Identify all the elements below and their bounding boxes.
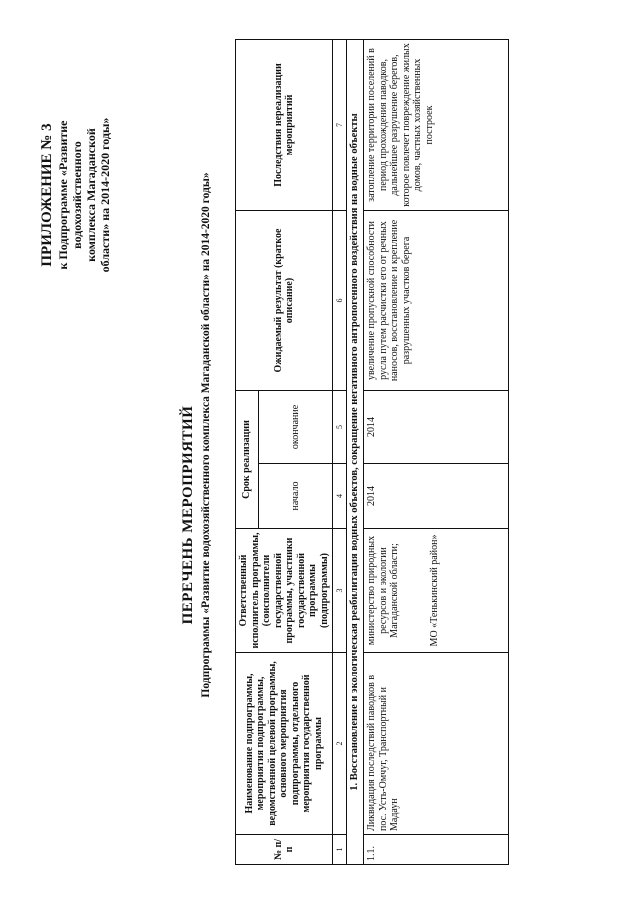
row-start: 2014 — [364, 464, 509, 529]
row-name: Ликвидация последствий паводков в пос. Усть-Омчуг, Транспортный и Мадаун — [364, 653, 509, 835]
column-number: 1 — [333, 835, 347, 865]
row-responsible-ministry: министерство природных ресурсов и экологии Магаданской области; — [366, 535, 400, 646]
table-row — [364, 40, 509, 865]
column-number: 3 — [333, 529, 347, 653]
row-responsible-municipality: МО «Тенькинский район» — [428, 534, 440, 647]
row-responsible — [364, 529, 509, 653]
column-number-row — [333, 40, 347, 865]
appendix-line-4: области» на 2014-2020 годы» — [98, 117, 112, 273]
page-title: ПЕРЕЧЕНЬ МЕРОПРИЯТИЙ — [180, 405, 196, 625]
header-responsible: Ответственный исполнитель программы, (соисполнители государственной программы, участники государственной программы (подпрограммы) — [236, 529, 333, 653]
measures-table — [235, 39, 509, 865]
appendix-line-2: водохозяйственного — [70, 141, 84, 249]
appendix-line-1: к Подпрограмме «Развитие — [56, 120, 70, 270]
header-row — [236, 40, 259, 865]
row-consequences: затопление территории поселений в период прохождения паводков, дальнейшее разрушение берегов, которое повлечет повреждение жилых домов, частных хозяйственных построек — [364, 40, 509, 211]
column-number: 4 — [333, 464, 347, 529]
header-name: Наименование подпрограммы, мероприятия подпрограммы, ведомственной целевой программы, основного мероприятия подпрограммы, отдельного мероприятия государственной программы — [236, 653, 333, 835]
section-row — [347, 40, 364, 865]
column-number: 5 — [333, 391, 347, 464]
column-number: 7 — [333, 40, 347, 211]
row-num: 1.1. — [364, 835, 509, 865]
row-end: 2014 — [364, 391, 509, 464]
header-num: № п/п — [236, 835, 333, 865]
appendix-block — [38, 80, 112, 310]
row-result: увеличение пропускной способности русла путем расчистки его от речных наносов, восстановление и крепление разрушенных участков берега — [364, 211, 509, 391]
section-title: 1. Восстановление и экологическая реабилитация водных объектов, сокращение негативного антропогенного воздействия на водные объекты — [347, 40, 364, 865]
appendix-number: ПРИЛОЖЕНИЕ № 3 — [39, 123, 55, 267]
header-term-group: Срок реализации — [236, 391, 259, 529]
header-result: Ожидаемый результат (краткое описание) — [236, 211, 333, 391]
header-end: окончание — [259, 391, 333, 464]
column-number: 2 — [333, 653, 347, 835]
header-start: начало — [259, 464, 333, 529]
page-subtitle: Подпрограммы «Развитие водохозяйственного комплекса Магаданской области» на 2014-2020 годы» — [200, 172, 212, 698]
column-number: 6 — [333, 211, 347, 391]
header-consequences: Последствия нереализации мероприятий — [236, 40, 333, 211]
appendix-line-3: комплекса Магаданской — [84, 128, 98, 262]
